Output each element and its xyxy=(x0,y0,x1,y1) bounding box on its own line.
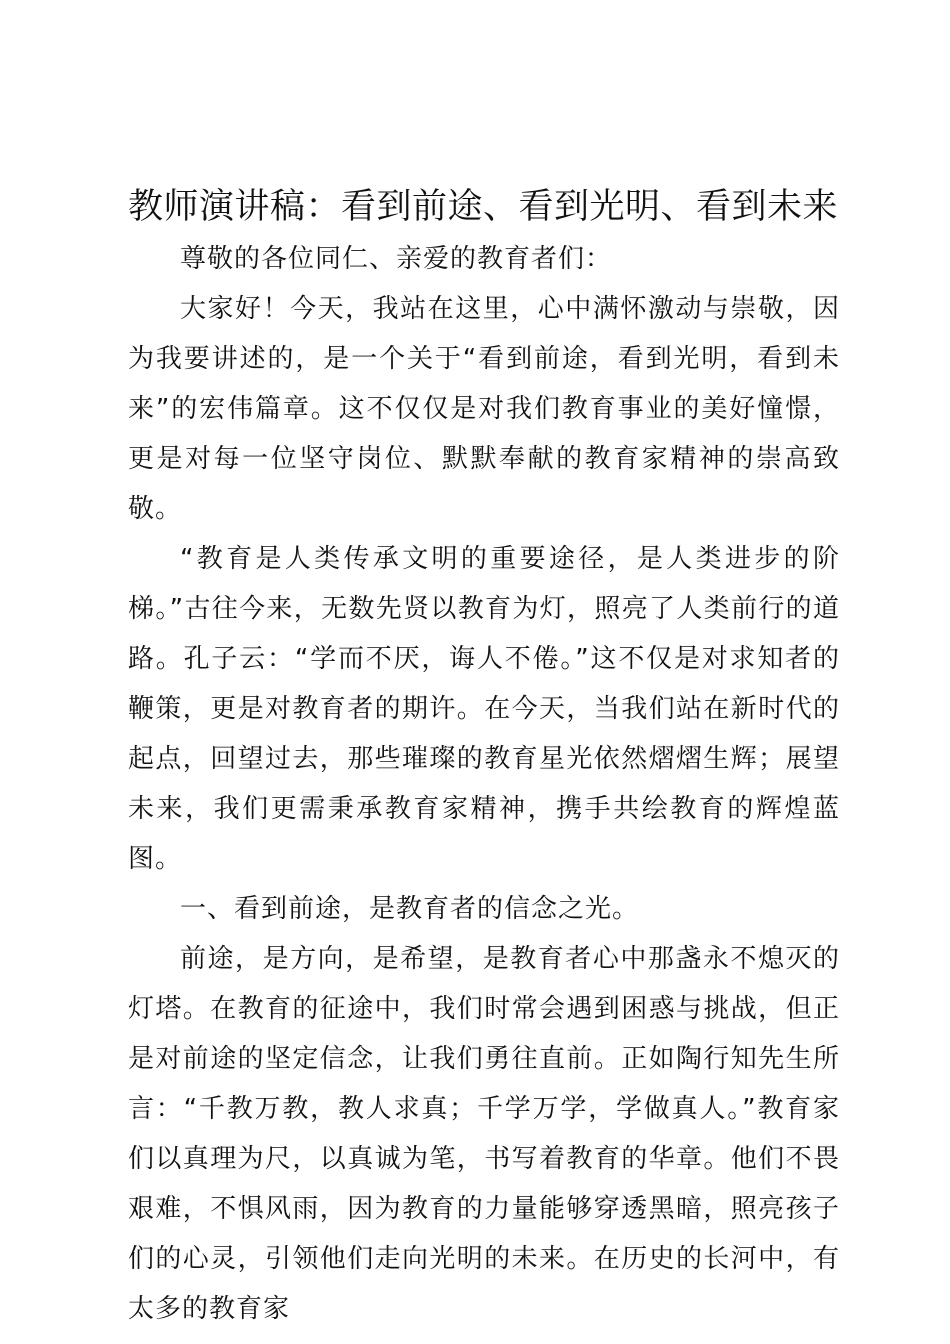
section-1-paragraph: 前途，是方向，是希望，是教育者心中那盏永不熄灭的灯塔。在教育的征途中，我们时常会遇到困惑与挑战，但正是对前途的坚定信念，让我们勇往直前。正如陶行知先生所言：“千教万教，教人求真；千学万学，学做真人。”教育家们以真理为尺，以真诚为笔，书写着教育的华章。他们不畏艰难，不惧风雨，因为教育的力量能够穿透黑暗，照亮孩子们的心灵，引领他们走向光明的未来。在历史的长河中，有太多的教育家 xyxy=(128,944,840,1324)
document-title: 教师演讲稿：看到前途、看到光明、看到未来 xyxy=(128,187,839,227)
quote-paragraph: “教育是人类传承文明的重要途径，是人类进步的阶梯。”古往今来，无数先贤以教育为灯，照亮了人类前行的道路。孔子云：“学而不厌，诲人不倦。”这不仅是对求知者的鞭策，更是对教育者的期许。在今天，当我们站在新时代的起点，回望过去，那些璀璨的教育星光依然熠熠生辉；展望未来，我们更需秉承教育家精神，携手共绘教育的辉煌蓝图。 xyxy=(128,544,840,874)
opening-paragraph: 大家好！今天，我站在这里，心中满怀激动与崇敬，因为我要讲述的，是一个关于“看到前途，看到光明，看到未来”的宏伟篇章。这不仅仅是对我们教育事业的美好憧憬，更是对每一位坚守岗位、默默奉献的教育家精神的崇高致敬。 xyxy=(128,294,840,524)
document-body xyxy=(128,234,840,1334)
salutation-paragraph: 尊敬的各位同仁、亲爱的教育者们： xyxy=(180,244,613,274)
section-heading-1: 一、看到前途，是教育者的信念之光。 xyxy=(180,894,640,924)
